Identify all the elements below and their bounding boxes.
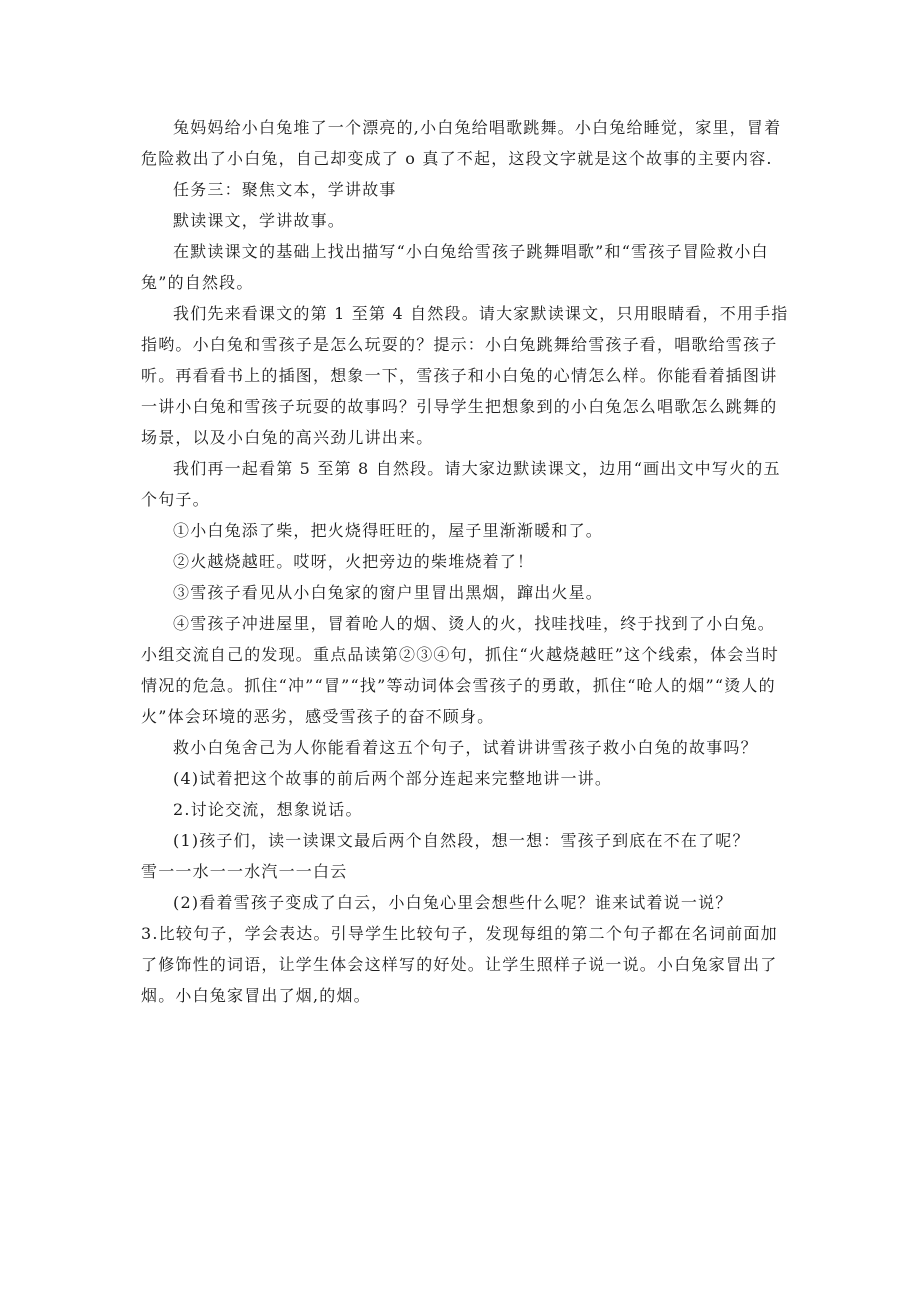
paragraph-sentence-2: ②火越烧越旺。哎呀，火把旁边的柴堆烧着了！ xyxy=(173,552,535,571)
paragraph-compare-sentences: 3.比较句子，学会表达。引导学生比较句子，发现每组的第二个句子都在名词前面加了修饰性的词语，让学生体会这样写的好处。让学生照样子说一说。小白兔家冒出了烟。小白兔家冒出了烟,的烟。 xyxy=(141,924,778,1005)
paragraph-retell-whole: (4)试着把这个故事的前后两个部分连起来完整地讲一讲。 xyxy=(173,769,613,788)
paragraph-sections-1-4: 我们先来看课文的第 1 至第 4 自然段。请大家默读课文，只用眼睛看，不用手指指哟。小白兔和雪孩子是怎么玩耍的？提示：小白兔跳舞给雪孩子看，唱歌给雪孩子听。再看看书上的插图，想象一下，雪孩子和小白兔的心情怎么样。你能看着插图讲一讲小白兔和雪孩子玩耍的故事吗？引导学生把想象到的小白兔怎么唱歌怎么跳舞的场景，以及小白兔的高兴劲儿讲出来。 xyxy=(141,304,789,447)
paragraph-sentence-3: ③雪孩子看见从小白兔家的窗户里冒出黑烟，蹿出火星。 xyxy=(173,583,604,602)
paragraph-retell-rescue: 救小白兔舍己为人你能看着这五个句子，试着讲讲雪孩子救小白兔的故事吗？ xyxy=(173,738,758,757)
paragraph-discussion-heading: 2.讨论交流，想象说话。 xyxy=(173,800,363,819)
paragraph-sentence-4: ④雪孩子冲进屋里，冒着呛人的烟、烫人的火，找哇找哇，终于找到了小白兔。小组交流自己的发现。重点品读第②③④句，抓住“火越烧越旺”这个线索，体会当时情况的危急。抓住“冲”“冒”“找”等动词体会雪孩子的勇敢，抓住“呛人的烟”“烫人的火”体会环境的恶劣，感受雪孩子的奋不顾身。 xyxy=(141,614,779,726)
paragraph-question-2: (2)看着雪孩子变成了白云，小白兔心里会想些什么呢？谁来试着说一说？ xyxy=(173,893,733,912)
paragraph-story-summary: 兔妈妈给小白兔堆了一个漂亮的,小白兔给唱歌跳舞。小白兔给睡觉，家里，冒着危险救出了小白兔，自己却变成了 o 真了不起，这段文字就是这个故事的主要内容. xyxy=(141,118,782,168)
paragraph-question-1: (1)孩子们，读一读课文最后两个自然段，想一想：雪孩子到底在不在了呢？ xyxy=(173,831,750,850)
paragraph-sections-5-8: 我们再一起看第 5 至第 8 自然段。请大家边默读课文，边用“画出文中写火的五个句子。 xyxy=(141,459,781,509)
paragraph-silent-reading: 默读课文，学讲故事。 xyxy=(173,211,346,230)
document-body xyxy=(141,112,789,1011)
paragraph-water-cycle: 雪一一水一一水汽一一白云 xyxy=(141,862,348,881)
paragraph-task-three-heading: 任务三：聚焦文本，学讲故事 xyxy=(173,180,397,199)
paragraph-find-sections: 在默读课文的基础上找出描写“小白兔给雪孩子跳舞唱歌”和“雪孩子冒险救小白兔”的自然段。 xyxy=(141,242,769,292)
paragraph-sentence-1: ①小白兔添了柴，把火烧得旺旺的，屋子里渐渐暖和了。 xyxy=(173,521,604,540)
